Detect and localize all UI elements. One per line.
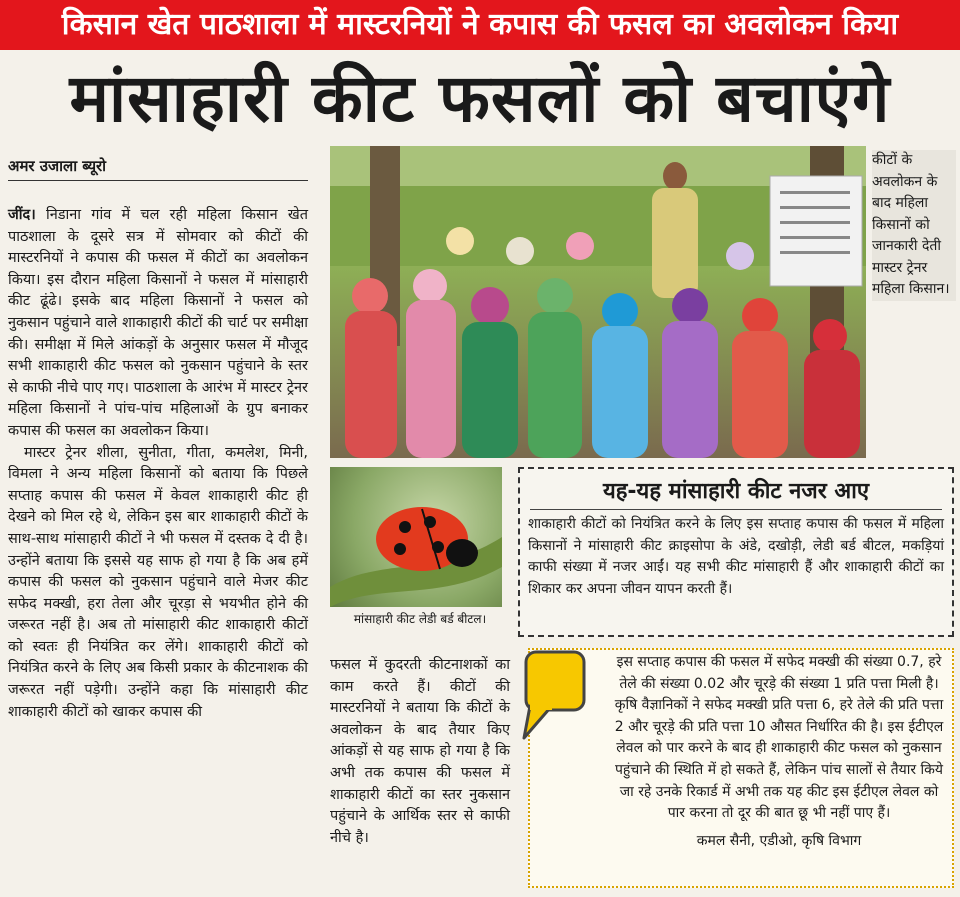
predator-box-body: शाकाहारी कीटों को नियंत्रित करने के लिए इस सप्ताह कपास की फसल में महिला किसानों ने मांसाहारी कीट क्राइसोपा के अंडे, दखोड़ी, लेडी बर्ड बीटल, मकड़ियां काफी संख्या में नजर आईं। यह सभी कीट मांसाहारी हैं और शाकाहारी कीटों का शिकार कर अपना जीवन यापन करती हैं।: [528, 516, 944, 597]
article-column-2: [330, 655, 510, 849]
predator-insects-box: [518, 467, 954, 637]
kicker-banner: किसान खेत पाठशाला में मास्टरनियों ने कपास की फसल का अवलोकन किया: [0, 0, 960, 50]
ladybird-photo: [330, 467, 502, 607]
column-2-text: फसल में कुदरती कीटनाशकों का काम करते हैं। कीटों की मास्टरनियों ने बताया कि कीटों के अवलोकन के बाद तैयार किए आंकड़ों से यह साफ हो गया है कि अभी तक कपास की फसल में शाकाहारी कीटों का स्तर नुकसान पहुंचाने के आर्थिक स्तर से काफी नीचे है।: [330, 657, 510, 846]
predator-box-title: यह-यह मांसाहारी कीट नजर आए: [530, 475, 942, 510]
headline: मांसाहारी कीट फसलों को बचाएंगे: [69, 60, 891, 137]
speech-bubble-icon: [522, 650, 588, 740]
women-farmers-group-image: [330, 146, 866, 458]
main-photo-caption: कीटों के अवलोकन के बाद महिला किसानों को जानकारी देती मास्टर ट्रेनर महिला किसान।: [872, 150, 956, 301]
ladybird-caption: मांसाहारी कीट लेडी बर्ड बीटल।: [353, 612, 487, 626]
article-paragraph-2: मास्टर ट्रेनर शीला, सुनीता, गीता, कमलेश, मिनी, विमला ने अन्य महिला किसानों को बताया कि पिछले सप्ताह कपास की फसल में केवल शाकाहारी कीट ही देखने को मिल रहे थे, लेकिन इस बार शाकाहारी कीटों के साथ-साथ मांसाहारी कीटों ने भी फसल में दस्तक दे दी है। उन्होंने बताया कि इससे यह साफ हो गया है कि अब हमें कपास की फसल को नुकसान पहुंचाने वाले मेजर कीट सफेद मक्खी, हरा तेला और चूरड़ा से भयभीत होने की जरूरत नहीं है। अब तो मांसाहारी कीट शाकाहारी कीटों को स्वतः ही नियंत्रित कर लेंगे। शाकाहारी कीटों को नियंत्रित करने के लिए अब किसी प्रकार के कीटनाशक की जरूरत नहीं पड़ेगी। उन्होंने कहा कि मांसाहारी कीट शाकाहारी कीटों को खाकर कपास की: [8, 444, 308, 720]
quote-credit: कमल सैनी, एडीओ, कृषि विभाग: [696, 832, 862, 849]
etl-quote-text: इस सप्ताह कपास की फसल में सफेद मक्खी की संख्या 0.7, हरे तेले की संख्या 0.02 और चूरड़े की संख्या 1 प्रति पत्ता मिली है। कृषि वैज्ञानिकों ने सफेद मक्खी प्रति पत्ता 6, हरे तेले की प्रति पत्ता 2 और चूरड़े की प्रति पत्ता 10 औसत निर्धारित की है। इस ईटीएल लेवल को पार करने के बाद ही शाकाहारी कीट फसल को नुकसान पहुंचाने की स्थिति में हो सकते हैं, लेकिन पांच सालों से तैयार किये जा रहे उनके रिकार्ड में अभी तक यह कीट इस ईटीएल लेवल को पार करना तो दूर की बात छू भी नहीं पाए हैं।: [614, 654, 944, 822]
dateline: जींद।: [8, 207, 36, 223]
main-photo: [330, 146, 866, 458]
byline: अमर उजाला ब्यूरो: [8, 156, 308, 181]
ladybird-beetle-image: [330, 467, 502, 607]
etl-quote-box: [528, 648, 954, 888]
paragraph-1-text: निडाना गांव में चल रही महिला किसान खेत पाठशाला के दूसरे सत्र में सोमवार को कीटों की मास्टरनियों ने कपास की फसल में कीटों का अवलोकन किया। इस दौरान महिला किसानों ने फसल में मांसाहारी कीट ढूंढे। इसके बाद महिला किसानों ने फसल को नुकसान पहुंचाने वाले शाकाहारी कीटों की चार्ट पर समीक्षा की। समीक्षा में मिले आंकड़ों के अनुसार फसल में मौजूद सभी शाकाहारी कीट फसल को नुकसान पहुंचाने के स्तर से काफी नीचे पाए गए। पाठशाला के आरंभ में मास्टर ट्रेनर महिला किसानों ने पांच-पांच महिलाओं के ग्रुप बनाकर कपास की फसल का अवलोकन किया।: [8, 207, 308, 439]
article-column-1: [8, 205, 308, 723]
article-paragraph-1: [8, 205, 308, 443]
